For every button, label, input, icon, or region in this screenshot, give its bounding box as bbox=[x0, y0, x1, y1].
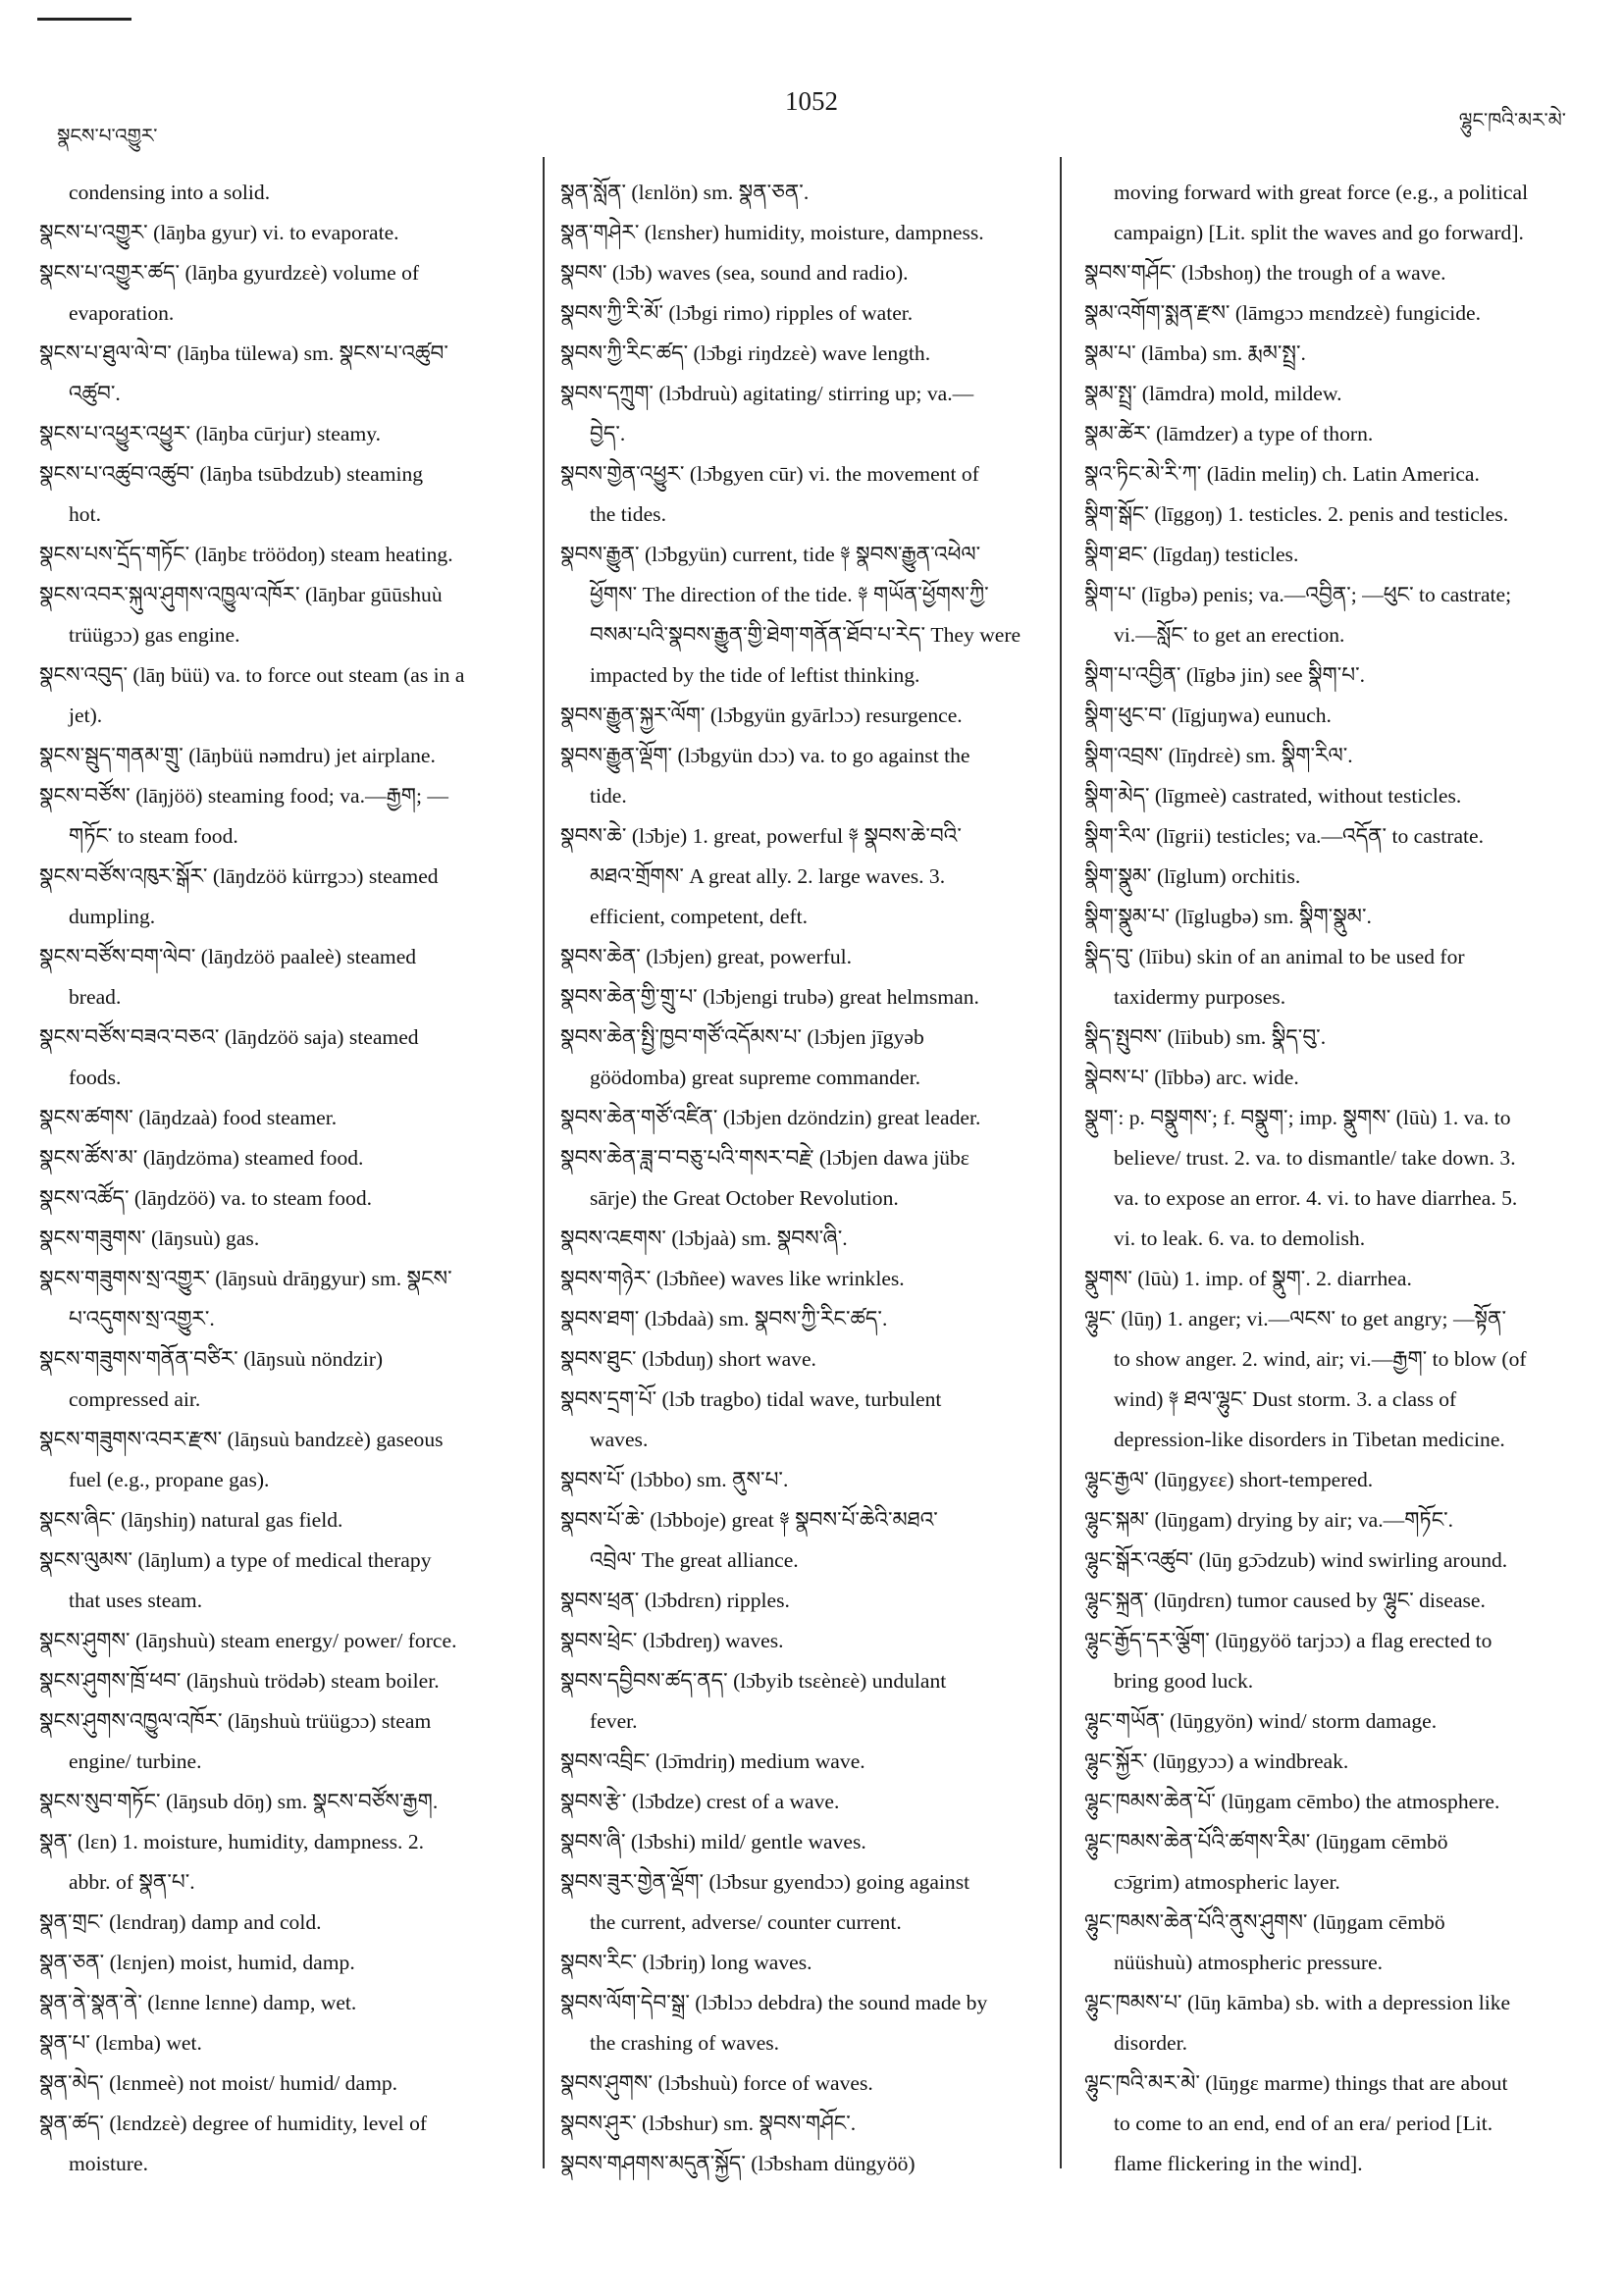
entry-line: སྣིག་རིལ་ (līgrii) testicles; va.—འདོན་ to castrate. bbox=[1084, 824, 1485, 848]
entry-line: སྣན་ (lεn) 1. moisture, humidity, dampness. 2. bbox=[39, 1830, 425, 1853]
entry-continuation-line: flame flickering in the wind]. bbox=[1114, 2152, 1363, 2175]
entry-line: སྣིག་ཕུང་བ་ (līgjuŋwa) eunuch. bbox=[1084, 704, 1332, 727]
entry-continuation-line: བྱེད་. bbox=[590, 422, 626, 445]
entry-line: སྣབས་རིང་ (lɔ̄briŋ) long waves. bbox=[560, 1951, 812, 1974]
entry-line: སྣིད་བུ་ (līibu) skin of an animal to be used for bbox=[1084, 945, 1465, 968]
entry-line: སྣབས་ཆེ་ (lɔ̄bje) 1. great, powerful ༈ སྣབས་ཆེ་བའི་ bbox=[560, 824, 962, 848]
entry-line: སྣིད་སྤུབས་ (līibub) sm. སྣིད་བུ་. bbox=[1084, 1025, 1327, 1049]
entry-line: ལྷུང་ཁམས་ཆེན་པོའི་ཚགས་རིམ་ (lūŋgam cēmbö bbox=[1084, 1830, 1448, 1853]
entry-line: སྣབས་འབྲིང་ (lɔ̄mdriŋ) medium wave. bbox=[560, 1749, 865, 1773]
entry-continuation-line: མཐའ་གྲོགས་ A great ally. 2. large waves. 3. bbox=[590, 864, 946, 888]
entry-line: ལྷུང་སྒོར་འཚུབ་ (lūŋ gɔ̄ɔdzub) wind swirling around. bbox=[1084, 1548, 1508, 1572]
entry-line: སྣབས་ཐུང་ (lɔ̄bduŋ) short wave. bbox=[560, 1347, 816, 1371]
entry-line: སྣན་ཚད་ (lεndzεè) degree of humidity, level of bbox=[39, 2112, 428, 2135]
entry-line: སྣངས་འབུད་ (lāŋ büü) va. to force out steam (as in a bbox=[39, 663, 465, 687]
entry-line: སྣིག་འབྲས་ (līŋdrεè) sm. སྣིག་རིལ་. bbox=[1084, 744, 1353, 767]
entry-continuation-line: moving forward with great force (e.g., a political bbox=[1114, 181, 1529, 204]
entry-line: སྣིག་པ་ (līgbə) penis; va.—འབྱིན་; —ཕུང་ to castrate; bbox=[1084, 583, 1512, 606]
entry-line: སྣངས་སུབ་གཏོང་ (lāŋsub dōŋ) sm. སྣངས་བཙོས་རྒྱག. bbox=[39, 1790, 439, 1813]
entry-line: ལྷུང་ཁའི་མར་མེ་ (lūŋgε marme) things that are about bbox=[1084, 2071, 1508, 2095]
header-guide-word-right: ལྷུང་ཁའི་མར་མེ་ bbox=[1458, 108, 1566, 131]
column-2 bbox=[560, 173, 1051, 2184]
entry-line: སྣངས་བཙོས་བག་ལེབ་ (lāŋdzöö paaleè) steamed bbox=[39, 945, 417, 968]
entry-line: སྣངས་གཟུགས་ (lāŋsuù) gas. bbox=[39, 1226, 260, 1250]
column-1 bbox=[39, 173, 538, 2184]
entry-continuation-line: jet). bbox=[69, 704, 103, 727]
entry-continuation-line: campaign) [Lit. split the waves and go forward]. bbox=[1114, 221, 1524, 244]
entry-line: སྣངས་གཟུགས་སྲ་འགྱུར་ (lāŋsuù drāŋgyur) sm. སྣངས་ bbox=[39, 1267, 452, 1290]
entry-line: སྣབས་དཀྲུག་ (lɔ̄bdruù) agitating/ stirring up; va.— bbox=[560, 382, 974, 405]
entry-line: སྣབས་ཆེན་གཙོ་འཛིན་ (lɔ̄bjen dzöndzin) great leader. bbox=[560, 1106, 981, 1129]
entry-line: སྣངས་པ་འཚུབ་འཚུབ་ (lāŋba tsūbdzub) steaming bbox=[39, 462, 424, 486]
entry-continuation-line: the crashing of waves. bbox=[590, 2031, 780, 2055]
entry-line: སྣམ་སྤྲ་ (lāmdra) mold, mildew. bbox=[1084, 382, 1342, 405]
entry-line: སྣིག་པ་འབྱིན་ (līgbə jin) see སྣིག་པ་. bbox=[1084, 663, 1366, 687]
column-divider bbox=[543, 157, 545, 2168]
entry-line: སྣའ་ཏིང་མེ་རི་ཀ་ (lādin meliŋ) ch. Latin America. bbox=[1084, 462, 1480, 486]
entry-continuation-line: འབྲེལ་ The great alliance. bbox=[590, 1548, 799, 1572]
entry-line: སྣངས་པ་འགྱུར་ (lāŋba gyur) vi. to evaporate. bbox=[39, 221, 399, 244]
entry-line: སྣབས་ཟུར་གྱེན་ལྡོག་ (lɔ̄bsur gyendɔɔ) going against bbox=[560, 1870, 970, 1894]
entry-line: སྣབས་ཀྱི་རི་མོ་ (lɔ̄bgi rimo) ripples of water. bbox=[560, 301, 914, 325]
entry-line: སྣངས་ཚོས་མ་ (lāŋdzöma) steamed food. bbox=[39, 1146, 364, 1170]
entry-line: སྣིག་སྒོང་ (līggoŋ) 1. testicles. 2. penis and testicles. bbox=[1084, 502, 1509, 526]
entry-line: སྣབས་དབྱིབས་ཚད་ནད་ (lɔ̄byib tsεènεè) undulant bbox=[560, 1669, 947, 1693]
entry-line: སྣངས་པ་འཕྱུར་འཕྱུར་ (lāŋba cūrjur) steamy. bbox=[39, 422, 382, 445]
header-guide-word-left: སྣངས་པ་འགྱུར་ bbox=[57, 124, 158, 147]
entry-continuation-line: vi.—སློང་ to get an erection. bbox=[1114, 623, 1345, 647]
entry-line: ལྷུང་རྒྱལ་ (lūŋgyεε) short-tempered. bbox=[1084, 1468, 1374, 1491]
entry-line: ལྷུང་གཡོན་ (lūŋgyön) wind/ storm damage. bbox=[1084, 1709, 1438, 1733]
entry-line: སྣེབས་པ་ (lībbə) arc. wide. bbox=[1084, 1066, 1299, 1089]
entry-continuation-line: fever. bbox=[590, 1709, 638, 1733]
entry-line: སྣབས་གཉེར་ (lɔ̄bñee) waves like wrinkles. bbox=[560, 1267, 905, 1290]
entry-line: ལྷུང་ (lūŋ) 1. anger; vi.—ལངས་ to get angry; —སྟོན་ bbox=[1084, 1307, 1506, 1331]
entry-continuation-line: impacted by the tide of leftist thinking. bbox=[590, 663, 920, 687]
entry-line: སྣབས་འཇགས་ (lɔ̄bjaà) sm. སྣབས་ཞི་. bbox=[560, 1226, 848, 1250]
entry-line: སྣབས་ཤུགས་ (lɔ̄bshuù) force of waves. bbox=[560, 2071, 873, 2095]
entry-continuation-line: believe/ trust. 2. va. to dismantle/ take down. 3. bbox=[1114, 1146, 1516, 1170]
entry-continuation-line: evaporation. bbox=[69, 301, 175, 325]
entry-continuation-line: འཚུབ་. bbox=[69, 382, 121, 405]
entry-continuation-line: waves. bbox=[590, 1428, 649, 1451]
entry-continuation-line: hot. bbox=[69, 502, 101, 526]
column-3 bbox=[1084, 173, 1585, 2184]
entry-continuation-line: sārje) the Great October Revolution. bbox=[590, 1186, 899, 1210]
entry-continuation-line: ཕྱོགས་ The direction of the tide. ༈ གཡོན་ཕྱོགས་ཀྱི་ bbox=[590, 583, 989, 606]
entry-line: ལྷུང་སྐྱོར་ (lūŋgyɔɔ) a windbreak. bbox=[1084, 1749, 1349, 1773]
entry-continuation-line: བསམ་པའི་སྣབས་རྒྱུན་གྱི་ཐེག་གནོན་ཐོབ་པ་རེད་ They were bbox=[590, 623, 1021, 647]
entry-line: སྣམ་འགོག་སྨན་རྫས་ (lāmgɔɔ mεndzεè) fungicide. bbox=[1084, 301, 1481, 325]
entry-continuation-line: tide. bbox=[590, 784, 627, 808]
entry-line: སྣབས་ (lɔ̄b) waves (sea, sound and radio). bbox=[560, 261, 909, 285]
entry-line: སྣན་གཤེར་ (lεnsher) humidity, moisture, dampness. bbox=[560, 221, 984, 244]
entry-line: སྣངས་སྦུད་གནམ་གྲུ་ (lāŋbüü nəmdru) jet airplane. bbox=[39, 744, 436, 767]
page-number: 1052 bbox=[785, 86, 838, 116]
entry-line: སྣིག་སྣུམ་ (līglum) orchitis. bbox=[1084, 864, 1301, 888]
entry-continuation-line: moisture. bbox=[69, 2152, 148, 2175]
entry-line: སྣབས་རྒྱུན་ (lɔ̄bgyün) current, tide ༈ སྣབས་རྒྱུན་འཕེལ་ bbox=[560, 543, 981, 566]
entry-line: སྣམ་པ་ (lāmba) sm. རྨམ་སྤྲ་. bbox=[1084, 341, 1306, 365]
entry-line: སྣབས་གཤགས་མདུན་སྐྱོད་ (lɔ̄bsham düngyöö) bbox=[560, 2152, 916, 2175]
entry-line: སྣངས་ཤུགས་འཁྱུལ་འཁོར་ (lāŋshuù trüügɔɔ) steam bbox=[39, 1709, 432, 1733]
entry-line: སྣབས་ལོག་དེབ་སྒྲ་ (lɔ̄blɔɔ debdra) the sound made by bbox=[560, 1991, 988, 2014]
entry-continuation-line: condensing into a solid. bbox=[69, 181, 271, 204]
entry-line: སྣབས་རྒྱུན་ལྡོག་ (lɔ̄bgyün dɔɔ) va. to go against the bbox=[560, 744, 970, 767]
entry-line: སྣངས་བཙོས་བཟའ་བཅའ་ (lāŋdzöö saja) steamed bbox=[39, 1025, 419, 1049]
entry-line: སྣབས་གྱེན་འཕྱུར་ (lɔ̄bgyen cūr) vi. the movement of bbox=[560, 462, 979, 486]
top-rule bbox=[37, 18, 131, 21]
entry-line: སྣན་ཅན་ (lεnjen) moist, humid, damp. bbox=[39, 1951, 355, 1974]
entry-continuation-line: engine/ turbine. bbox=[69, 1749, 202, 1773]
entry-line: ལྷུང་སྐམ་ (lūŋgam) drying by air; va.—གཏོང་. bbox=[1084, 1508, 1454, 1532]
entry-line: སྣངས་ཤུགས་ཁྲོ་ཕབ་ (lāŋshuù trödəb) steam boiler. bbox=[39, 1669, 440, 1693]
entry-line: སྣངས་ཤུགས་ (lāŋshuù) steam energy/ power/ force. bbox=[39, 1629, 457, 1652]
entry-line: སྣན་གྲང་ (lεndraŋ) damp and cold. bbox=[39, 1910, 322, 1934]
entry-continuation-line: bread. bbox=[69, 985, 122, 1009]
entry-line: སྣངས་པ་ཐུལ་ལེ་བ་ (lāŋba tülewa) sm. སྣངས་པ་འཚུབ་ bbox=[39, 341, 448, 365]
entry-continuation-line: vi. to leak. 6. va. to demolish. bbox=[1114, 1226, 1366, 1250]
entry-continuation-line: va. to expose an error. 4. vi. to have diarrhea. 5. bbox=[1114, 1186, 1518, 1210]
entry-line: སྣངས་པ་འགྱུར་ཚད་ (lāŋba gyurdzεè) volume of bbox=[39, 261, 420, 285]
entry-line: སྣབས་གཤོང་ (lɔ̄bshoŋ) the trough of a wave. bbox=[1084, 261, 1446, 285]
entry-continuation-line: taxidermy purposes. bbox=[1114, 985, 1286, 1009]
entry-continuation-line: bring good luck. bbox=[1114, 1669, 1254, 1693]
entry-line: སྣབས་རྩེ་ (lɔ̄bdze) crest of a wave. bbox=[560, 1790, 840, 1813]
entry-continuation-line: cɔ̄grim) atmospheric layer. bbox=[1114, 1870, 1340, 1894]
entry-line: སྣངས་ལུམས་ (lāŋlum) a type of medical therapy bbox=[39, 1548, 432, 1572]
entry-line: སྣངས་པས་དྲོད་གཏོང་ (lāŋbε tröödoŋ) steam heating. bbox=[39, 543, 453, 566]
entry-line: སྣིག་ཐང་ (līgdaŋ) testicles. bbox=[1084, 543, 1299, 566]
entry-line: ལྷུང་ཁམས་ཆེན་པོ་ (lūŋgam cēmbo) the atmosphere. bbox=[1084, 1790, 1500, 1813]
entry-continuation-line: the tides. bbox=[590, 502, 666, 526]
entry-line: སྣན་མེད་ (lεnmeè) not moist/ humid/ damp. bbox=[39, 2071, 398, 2095]
entry-line: སྣབས་པོ་ (lɔ̄bbo) sm. ནུས་པ་. bbox=[560, 1468, 789, 1491]
entry-continuation-line: to come to an end, end of an era/ period [Lit. bbox=[1114, 2112, 1493, 2135]
entry-line: སྣངས་ཚགས་ (lāŋdzaà) food steamer. bbox=[39, 1106, 338, 1129]
entry-line: སྣབས་ཤུར་ (lɔ̄bshur) sm. སྣབས་གཤོང་. bbox=[560, 2112, 857, 2135]
entry-continuation-line: abbr. of སྣན་པ་. bbox=[69, 1870, 195, 1894]
entry-line: སྣབས་ཆེན་ (lɔ̄bjen) great, powerful. bbox=[560, 945, 853, 968]
entry-line: སྣན་ནེ་སྣན་ནེ་ (lεnne lεnne) damp, wet. bbox=[39, 1991, 357, 2014]
entry-line: སྣངས་འཚོད་ (lāŋdzöö) va. to steam food. bbox=[39, 1186, 373, 1210]
entry-line: སྣབས་ཆེན་ཟླ་བ་བཅུ་པའི་གསར་བརྗེ་ (lɔ̄bjen dawa jübε bbox=[560, 1146, 969, 1170]
entry-continuation-line: depression-like disorders in Tibetan medicine. bbox=[1114, 1428, 1505, 1451]
column-divider bbox=[1060, 157, 1062, 2168]
entry-line: སྣངས་གཟུགས་གནོན་བཙིར་ (lāŋsuù nöndzir) bbox=[39, 1347, 384, 1371]
entry-continuation-line: to show anger. 2. wind, air; vi.—རྒྱག་ to blow (of bbox=[1114, 1347, 1527, 1371]
entry-line: སྣབས་ཆེན་གྱི་གྲུ་པ་ (lɔ̄bjengi trubə) great helmsman. bbox=[560, 985, 979, 1009]
entry-line: ལྷུང་རྒྱོད་དར་ལྕོག་ (lūŋgyöö tarjɔɔ) a flag erected to bbox=[1084, 1629, 1492, 1652]
entry-line: སྣུགས་ (lūù) 1. imp. of སྣུག་. 2. diarrhea. bbox=[1084, 1267, 1412, 1290]
entry-continuation-line: གཏོང་ to steam food. bbox=[69, 824, 238, 848]
entry-continuation-line: that uses steam. bbox=[69, 1589, 203, 1612]
entry-line: སྣབས་ཀྱི་རིང་ཚད་ (lɔ̄bgi riŋdzεè) wave length. bbox=[560, 341, 931, 365]
entry-continuation-line: the current, adverse/ counter current. bbox=[590, 1910, 902, 1934]
entry-line: སྣངས་ཞིང་ (lāŋshiŋ) natural gas field. bbox=[39, 1508, 343, 1532]
entry-continuation-line: fuel (e.g., propane gas). bbox=[69, 1468, 270, 1491]
entry-line: ལྷུང་ཁམས་ཆེན་པོའི་ནུས་ཤུགས་ (lūŋgam cēmbö bbox=[1084, 1910, 1445, 1934]
entry-continuation-line: disorder. bbox=[1114, 2031, 1187, 2055]
entry-continuation-line: dumpling. bbox=[69, 905, 156, 928]
entry-line: ལྷུང་སྐྲན་ (lūŋdrεn) tumor caused by ལྷུང་ disease. bbox=[1084, 1589, 1486, 1612]
entry-line: སྣབས་དྲག་པོ་ (lɔ̄b tragbo) tidal wave, turbulent bbox=[560, 1387, 942, 1411]
entry-continuation-line: wind) ༈ ཐལ་ལྷུང་ Dust storm. 3. a class of bbox=[1114, 1387, 1457, 1411]
entry-line: སྣན་སློན་ (lεnlön) sm. སྣན་ཅན་. bbox=[560, 181, 810, 204]
entry-continuation-line: པ་འདུགས་སྲ་འགྱུར་. bbox=[69, 1307, 215, 1331]
entry-line: སྣབས་ཆེན་སྤྱི་ཁྱབ་གཙོ་འདོམས་པ་ (lɔ̄bjen jīgyəb bbox=[560, 1025, 924, 1049]
entry-line: སྣབས་ཕྲན་ (lɔ̄bdrεn) ripples. bbox=[560, 1589, 790, 1612]
entry-line: སྣབས་ཕྲེང་ (lɔ̄bdreŋ) waves. bbox=[560, 1629, 784, 1652]
entry-continuation-line: nüüshuù) atmospheric pressure. bbox=[1114, 1951, 1384, 1974]
entry-line: སྣངས་བཙོས་འཁུར་སྒོར་ (lāŋdzöö kürrgɔɔ) steamed bbox=[39, 864, 439, 888]
entry-line: སྣངས་གཟུགས་འབར་རྫས་ (lāŋsuù bandzεè) gaseous bbox=[39, 1428, 444, 1451]
entry-line: སྣབས་ཐག་ (lɔ̄bdaà) sm. སྣབས་ཀྱི་རིང་ཚད་. bbox=[560, 1307, 888, 1331]
entry-line: སྣིག་མེད་ (līgmeè) castrated, without testicles. bbox=[1084, 784, 1462, 808]
entry-line: སྣབས་རྒྱུན་སྐྱར་ལོག་ (lɔ̄bgyün gyārlɔɔ) resurgence. bbox=[560, 704, 963, 727]
entry-continuation-line: trüügɔɔ) gas engine. bbox=[69, 623, 240, 647]
entry-line: ལྷུང་ཁམས་པ་ (lūŋ kāmba) sb. with a depression like bbox=[1084, 1991, 1511, 2014]
entry-continuation-line: foods. bbox=[69, 1066, 122, 1089]
entry-line: སྣབས་པོ་ཆེ་ (lɔ̄bboje) great ༈ སྣབས་པོ་ཆེའི་མཐའ་ bbox=[560, 1508, 938, 1532]
entry-line: སྣན་པ་ (lεmba) wet. bbox=[39, 2031, 202, 2055]
entry-continuation-line: compressed air. bbox=[69, 1387, 201, 1411]
entry-continuation-line: efficient, competent, deft. bbox=[590, 905, 809, 928]
entry-line: སྣབས་ཞི་ (lɔ̄bshi) mild/ gentle waves. bbox=[560, 1830, 866, 1853]
entry-line: སྣངས་བཙོས་ (lāŋjöö) steaming food; va.—རྒྱག; — bbox=[39, 784, 448, 808]
entry-line: སྣམ་ཚེར་ (lāmdzer) a type of thorn. bbox=[1084, 422, 1374, 445]
entry-continuation-line: göödomba) great supreme commander. bbox=[590, 1066, 920, 1089]
entry-line: སྣངས་འབར་སྐུལ་ཤུགས་འཁྱུལ་འཁོར་ (lāŋbar gūūshuù bbox=[39, 583, 443, 606]
entry-line: སྣིག་སྣུམ་པ་ (līglugbə) sm. སྣིག་སྣུམ་. bbox=[1084, 905, 1372, 928]
entry-line: སྣུག་: p. བསྣུགས་; f. བསྣུག་; imp. སྣུགས་ (lūù) 1. va. to bbox=[1084, 1106, 1511, 1129]
